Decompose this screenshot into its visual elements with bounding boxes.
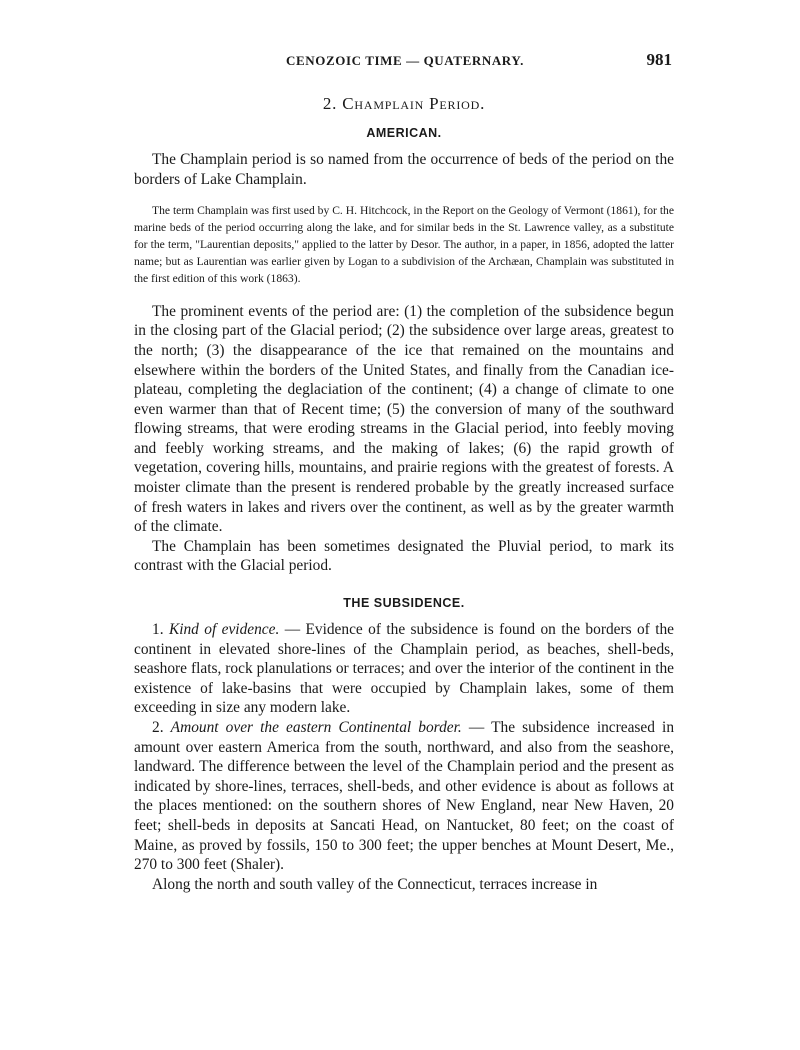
note-paragraph: The term Champlain was first used by C. H. Hitchcock, in the Report on the Geology of Vermont (1861), for the marine beds of the period occurring along the lake, and for similar beds in the St. Lawrence valley, as a substitute for the term, "Laurentian deposits," applied to the latter by Desor. The author, in a paper, in 1856, adopted the latter name; but as Laurentian was earlier given by Logan to a subdivision of the Archæan, Champlain was substituted in the first edition of this work (1863).: [134, 204, 674, 285]
subsidence-heading: THE SUBSIDENCE.: [343, 596, 465, 611]
item-1-text: — Evidence of the subsidence is found on the borders of the continent in elevated shore-lines of the Champlain period, as beaches, shell-beds, seashore flats, rock planulations or terraces; and over the interior of the continent in the existence of lake-basins that were occupied by Champlain lakes, some of them exceeding in size any modern lake.: [134, 621, 674, 717]
section-subtitle: AMERICAN.: [366, 126, 442, 140]
running-title: CENOZOIC TIME — QUATERNARY.: [286, 53, 524, 68]
subsidence-item-2: [134, 718, 674, 875]
item-1-title: Kind of evidence.: [168, 621, 280, 639]
item-1-label: 1.: [152, 621, 169, 639]
page-number: 981: [646, 50, 672, 69]
continuation-line: Along the north and south valley of the Connecticut, terraces increase in: [152, 875, 598, 893]
item-2-text: — The subsidence increased in amount over eastern America from the south, northward, and also from the seashore, landward. The difference between the level of the Champlain period and the present as indicated by shore-lines, terraces, shell-beds, and other evidence is about as follows at the places mentioned: on the southern shores of New England, near New Haven, 20 feet; shell-beds in deposits at Sancati Head, on Nantucket, 80 feet; on the coast of Maine, as proved by fossils, 150 to 300 feet; the upper benches at Mount Desert, Me., 270 to 300 feet (Shaler).: [134, 719, 675, 874]
subsidence-item-1: [134, 620, 674, 718]
intro-paragraph: The Champlain period is so named from the occurrence of beds of the period on the borders of Lake Champlain.: [134, 151, 674, 188]
item-2-title: Amount over the eastern Continental border.: [170, 719, 462, 736]
item-2-label: 2.: [152, 719, 171, 736]
events-paragraph: The prominent events of the period are: (1) the completion of the subsidence begun in the closing part of the Glacial period; (2) the subsidence over large areas, greatest to the north; (3) the disappearance of the ice that remained on the mountains and elsewhere within the borders of the United States, and finally from the Canadian ice-plateau, completing the deglaciation of the continent; (4) a change of climate to one even warmer than that of Recent time; (5) the conversion of many of the southward flowing streams, that were eroding streams in the Glacial period, into feebly moving and feebly working streams, and the making of lakes; (6) the rapid growth of vegetation, covering hills, mountains, and prairie regions with the greatest of forests. A moister climate than the present is rendered probable by the greatly increased surface of fresh waters in lakes and rivers over the continent, as well as by the greater warmth of the climate.: [134, 302, 674, 536]
pluvial-paragraph: The Champlain has been sometimes designated the Pluvial period, to mark its contrast with the Glacial period.: [134, 537, 674, 575]
page: [134, 50, 674, 894]
section-title: 2. Champlain Period.: [322, 94, 486, 113]
running-head: [134, 50, 674, 76]
